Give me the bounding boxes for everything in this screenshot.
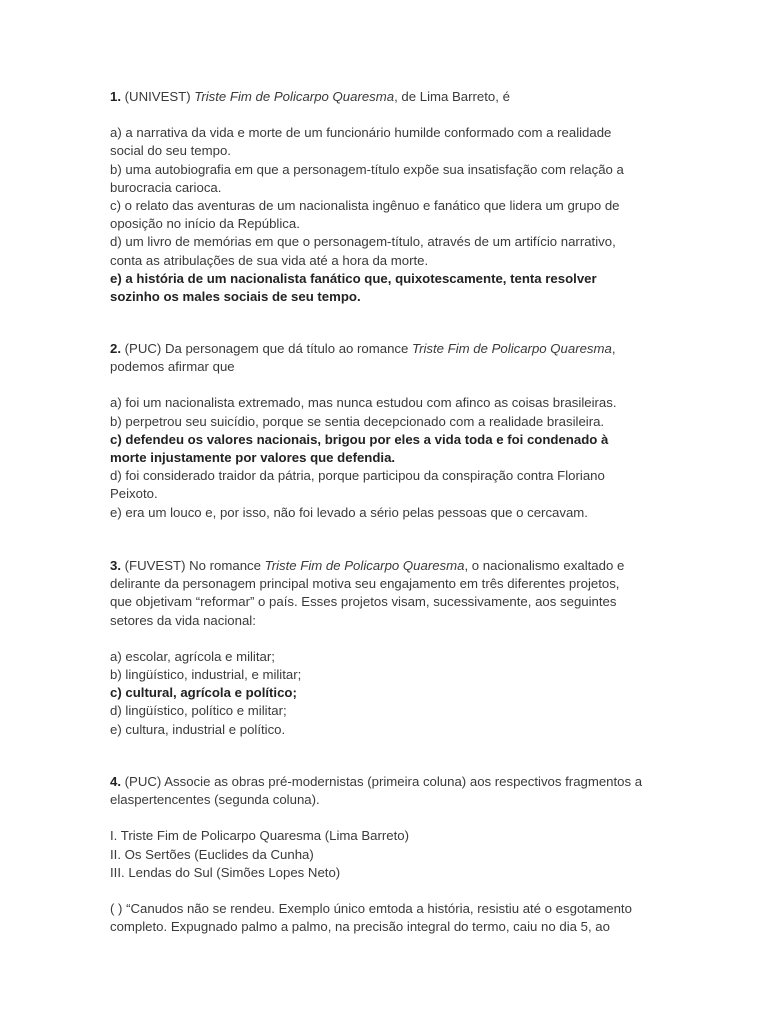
work-title: Triste Fim de Policarpo Quaresma	[194, 89, 395, 104]
option-e: e) era um louco e, por isso, não foi levado a sério pelas pessoas que o cercavam.	[110, 504, 588, 520]
question-number: 2.	[110, 341, 121, 356]
option-a: a) foi um nacionalista extremado, mas nunca estudou com afinco as coisas brasileiras.	[110, 395, 617, 411]
option-e: e) cultura, industrial e político.	[110, 721, 286, 737]
works-list-item: I. Triste Fim de Policarpo Quaresma (Lima Barreto)	[110, 828, 410, 844]
option-a: a) a narrativa da vida e morte de um funcionário humilde conformado com a realidade social do seu tempo.	[110, 125, 612, 159]
option-a: a) escolar, agrícola e militar;	[110, 648, 275, 664]
question-1-stem: 1. (UNIVEST) Triste Fim de Policarpo Quaresma, de Lima Barreto, é	[110, 89, 510, 104]
question-2-stem: 2. (PUC) Da personagem que dá título ao romance Triste Fim de Policarpo Quaresma, podemos afirmar que	[110, 341, 616, 375]
question-4	[110, 773, 670, 936]
option-d: d) lingüístico, político e militar;	[110, 703, 287, 719]
works-list-item: III. Lendas do Sul (Simões Lopes Neto)	[110, 864, 341, 880]
work-title: Triste Fim de Policarpo Quaresma	[412, 341, 612, 356]
question-1	[110, 88, 670, 306]
question-number: 1.	[110, 89, 121, 104]
option-d: d) foi considerado traidor da pátria, porque participou da conspiração contra Floriano Peixoto.	[110, 468, 605, 502]
works-list-item: II. Os Sertões (Euclides da Cunha)	[110, 846, 314, 862]
question-3	[110, 557, 670, 739]
option-b: b) lingüístico, industrial, e militar;	[110, 667, 302, 683]
question-2	[110, 340, 670, 522]
option-b: b) perpetrou seu suicídio, porque se sentia decepcionado com a realidade brasileira.	[110, 413, 605, 429]
option-c: c) o relato das aventuras de um nacionalista ingênuo e fanático que lidera um grupo de oposição no início da República.	[110, 198, 620, 232]
option-c-correct: c) cultural, agrícola e político;	[110, 685, 297, 701]
option-e-correct: e) a história de um nacionalista fanático que, quixotescamente, tenta resolver sozinho os males sociais de seu tempo.	[110, 270, 597, 305]
question-4-stem: 4. (PUC) Associe as obras pré-modernistas (primeira coluna) aos respectivos fragmentos a elaspertencentes (segunda coluna).	[110, 774, 643, 808]
question-number: 4.	[110, 774, 121, 789]
option-b: b) uma autobiografia em que a personagem-título expõe sua insatisfação com relação a burocracia carioca.	[110, 161, 624, 195]
question-3-stem: 3. (FUVEST) No romance Triste Fim de Policarpo Quaresma, o nacionalismo exaltado e delirante da personagem principal motiva seu engajamento em três diferentes projetos, que objetivam “reformar” o país. Esses projetos visam, sucessivamente, aos seguintes setores da vida nacional:	[110, 558, 625, 628]
work-title: Triste Fim de Policarpo Quaresma	[264, 558, 465, 573]
option-c-correct: c) defendeu os valores nacionais, brigou por eles a vida toda e foi condenado à morte injustamente por valores que defendia.	[110, 431, 609, 466]
fragment-text: ( ) “Canudos não se rendeu. Exemplo único emtoda a história, resistiu até o esgotamento completo. Expugnado palmo a palmo, na precisão integral do termo, caiu no dia 5, ao	[110, 901, 632, 935]
option-d: d) um livro de memórias em que o personagem-título, através de um artifício narrativo, conta as atribulações de sua vida até a hora da morte.	[110, 234, 616, 268]
question-number: 3.	[110, 558, 121, 573]
